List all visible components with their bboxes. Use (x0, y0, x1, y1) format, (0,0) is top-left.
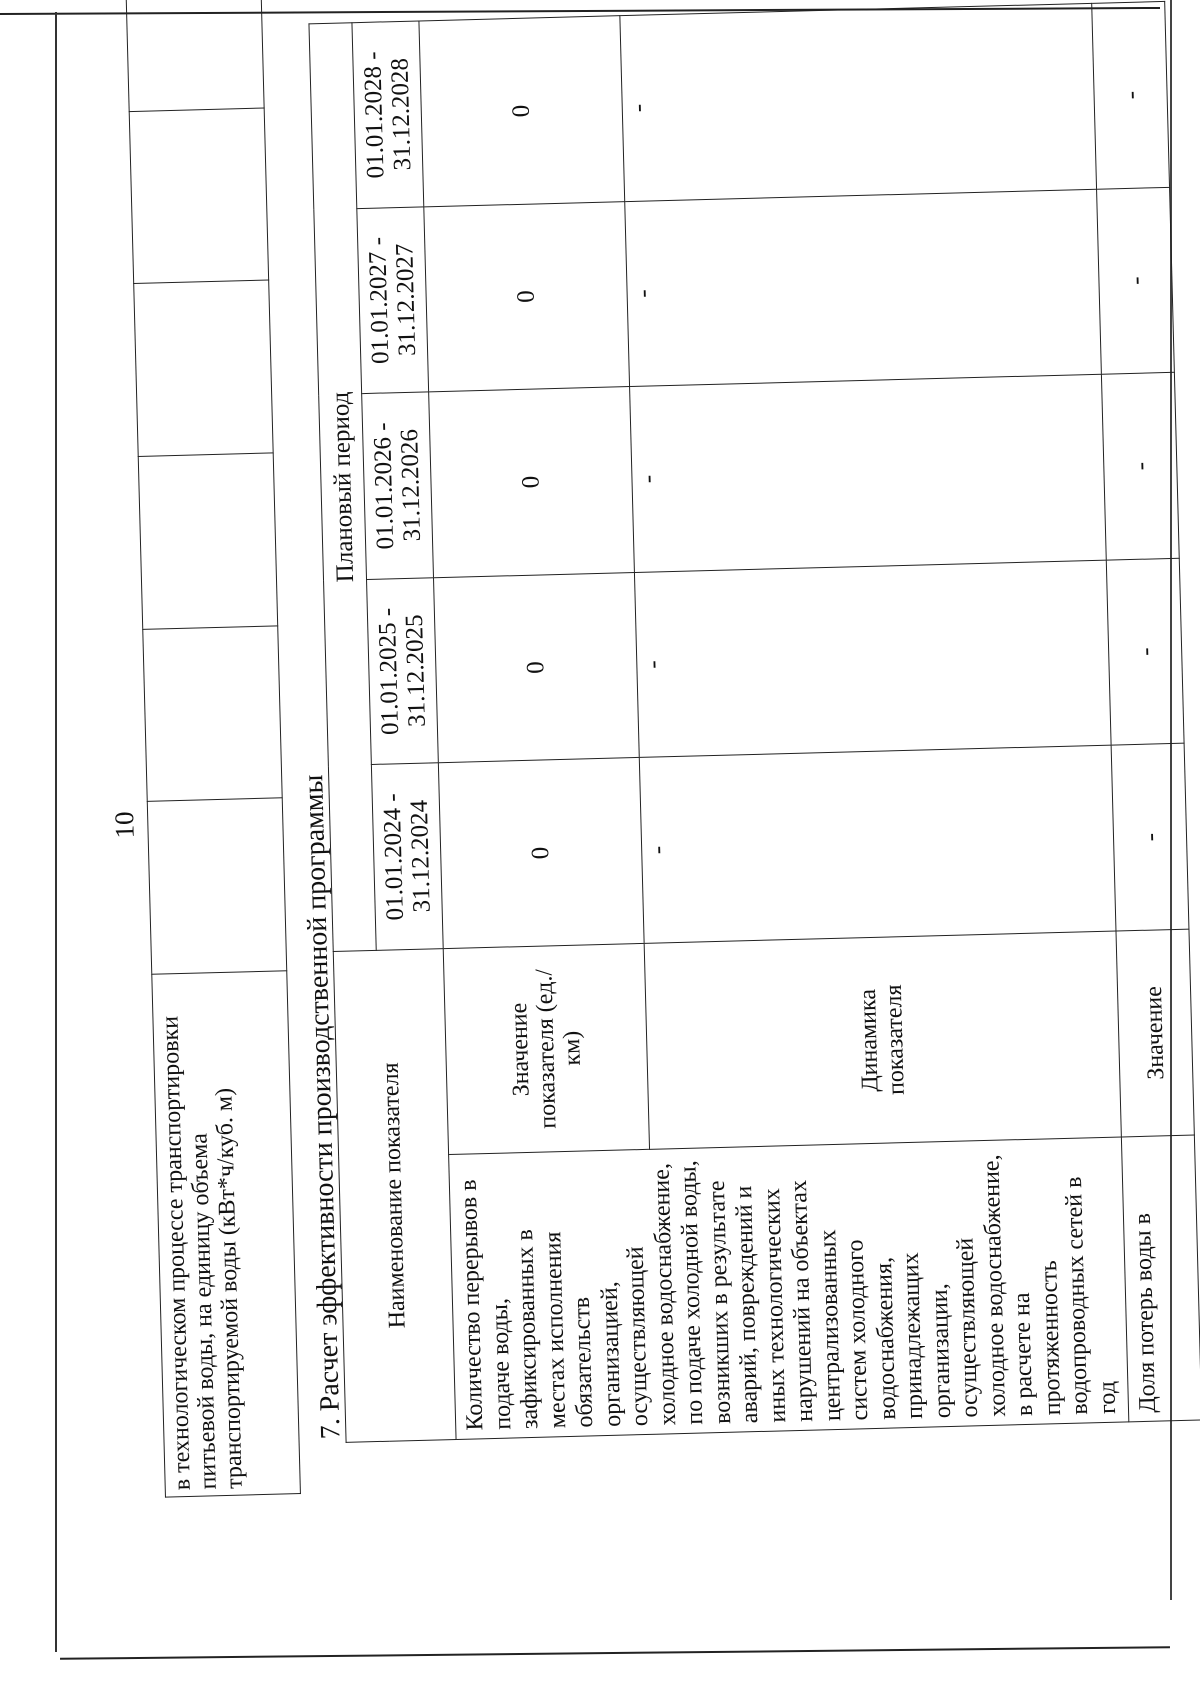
value-cell: 0 (419, 16, 625, 207)
value-cell: 0 (429, 387, 635, 578)
dynamics-label: Динамика показателя (644, 931, 1121, 1149)
empty-cell (129, 108, 268, 284)
indicator-name: Количество перерывов в подаче воды, зафиксированных в местах исполнения обязательств организацией, осуществляющей холодное водоснабжение, по подаче холодной воды, возникших в результате аварий, повреждений и иных технологических нарушений на объектах централизованных систем холодного водоснабжения, принадлежащих организации, осуществляющей холодное водоснабжение, в расчете на протяженность водопроводных сетей в год (449, 1137, 1129, 1440)
table-row (419, 16, 657, 1440)
period-header: 01.01.2026 - 31.12.2026 (362, 392, 434, 579)
efficiency-table (308, 1, 1200, 1443)
period-header: 01.01.2027 - 31.12.2027 (357, 207, 429, 394)
value-cell: 0 (424, 201, 630, 392)
period-header: 01.01.2025 - 31.12.2025 (367, 577, 439, 764)
top-table (124, 0, 301, 1498)
dynamics-cell: - (625, 189, 1102, 387)
value-cell: - (1101, 372, 1179, 559)
value-label: Значение показателя (ед./км) (443, 943, 649, 1154)
value-cell: - (1106, 558, 1184, 745)
value-cell: - (1097, 187, 1175, 374)
empty-cell (138, 453, 277, 629)
name-header: Наименование показателя (333, 948, 456, 1442)
empty-cell (134, 280, 273, 456)
value-cell: - (1111, 743, 1189, 930)
dynamics-cell: - (629, 374, 1106, 572)
indicator-label: в технологическом процессе транспортировки питьевой воды, на единицу объема транспортируемой воды (кВт*ч/куб. м) (152, 971, 301, 1497)
value-cell: 0 (433, 572, 639, 763)
planned-period-header: Плановый период (309, 23, 376, 952)
period-header: 01.01.2028 - 31.12.2028 (352, 21, 424, 208)
empty-cell (125, 0, 264, 111)
section-title: 7. Расчет эффективности производственной программы (298, 774, 347, 1440)
period-header: 01.01.2024 - 31.12.2024 (371, 763, 443, 950)
empty-cell (143, 626, 282, 802)
value-label: Значение (1116, 929, 1194, 1137)
page-number: 10 (109, 811, 140, 839)
indicator-name: Доля потерь воды в (1121, 1135, 1200, 1422)
dynamics-cell: - (620, 3, 1097, 201)
dynamics-cell: - (639, 745, 1116, 943)
dynamics-cell: - (634, 560, 1111, 758)
value-cell: - (1092, 1, 1170, 188)
empty-cell (147, 798, 286, 974)
table-row (125, 0, 301, 1497)
value-cell: 0 (438, 758, 644, 949)
